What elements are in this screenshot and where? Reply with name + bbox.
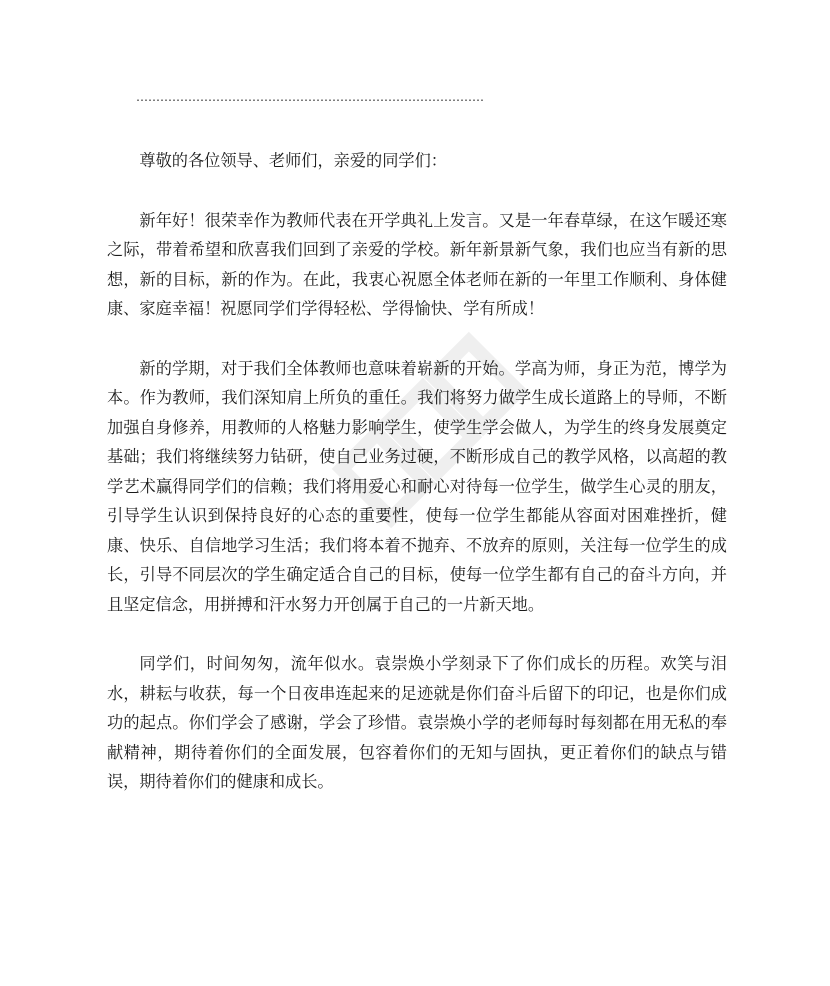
paragraph-2: 新的学期，对于我们全体教师也意味着崭新的开始。学高为师，身正为范，博学为本。作为教师，我们深知肩上所负的重任。我们将努力做学生成长道路上的导师，不断加强自身修养，用教师的人格魅力影响学生，使学生学会做人，为学生的终身发展奠定基础；我们将继续努力钻研，使自己业务过硬，不断形成自己的教学风格，以高超的教学艺术赢得同学们的信赖；我们将用爱心和耐心对待每一位学生，做学生心灵的朋友，引导学生认识到保持良好的心态的重要性，使每一位学生都能从容面对困难挫折，健康、快乐、自信地学习生活；我们将本着不抛弃、不放弃的原则，关注每一位学生的成长，引导不同层次的学生确定适合自己的目标，使每一位学生都有自己的奋斗方向，并且坚定信念，用拼搏和汗水努力开创属于自己的一片新天地。 — [107, 358, 727, 614]
greeting-line: 尊敬的各位领导、老师们，亲爱的同学们： — [139, 151, 447, 170]
paragraph-3: 同学们，时间匆匆，流年似水。袁崇焕小学刻录下了你们成长的历程。欢笑与泪水，耕耘与收获，每一个日夜串连起来的足迹就是你们奋斗后留下的印记，也是你们成功的起点。你们学会了感谢，学会了珍惜。袁崇焕小学的老师每时每刻都在用无私的奉献精神，期待着你们的全面发展，包容着你们的无知与固执，更正着你们的缺点与错误，期待着你们的健康和成长。 — [107, 654, 727, 791]
separator-dots: …………………………………………………………………………… — [136, 90, 484, 104]
document-body — [107, 146, 727, 827]
paragraph-1: 新年好！很荣幸作为教师代表在开学典礼上发言。又是一年春草绿，在这乍暖还寒之际，带着希望和欣喜我们回到了亲爱的学校。新年新景新气象，我们也应当有新的思想，新的目标，新的作为。在此，我衷心祝愿全体老师在新的一年里工作顺利、身体健康、家庭幸福！祝愿同学们学得轻松、学得愉快、学有所成！ — [107, 210, 727, 318]
